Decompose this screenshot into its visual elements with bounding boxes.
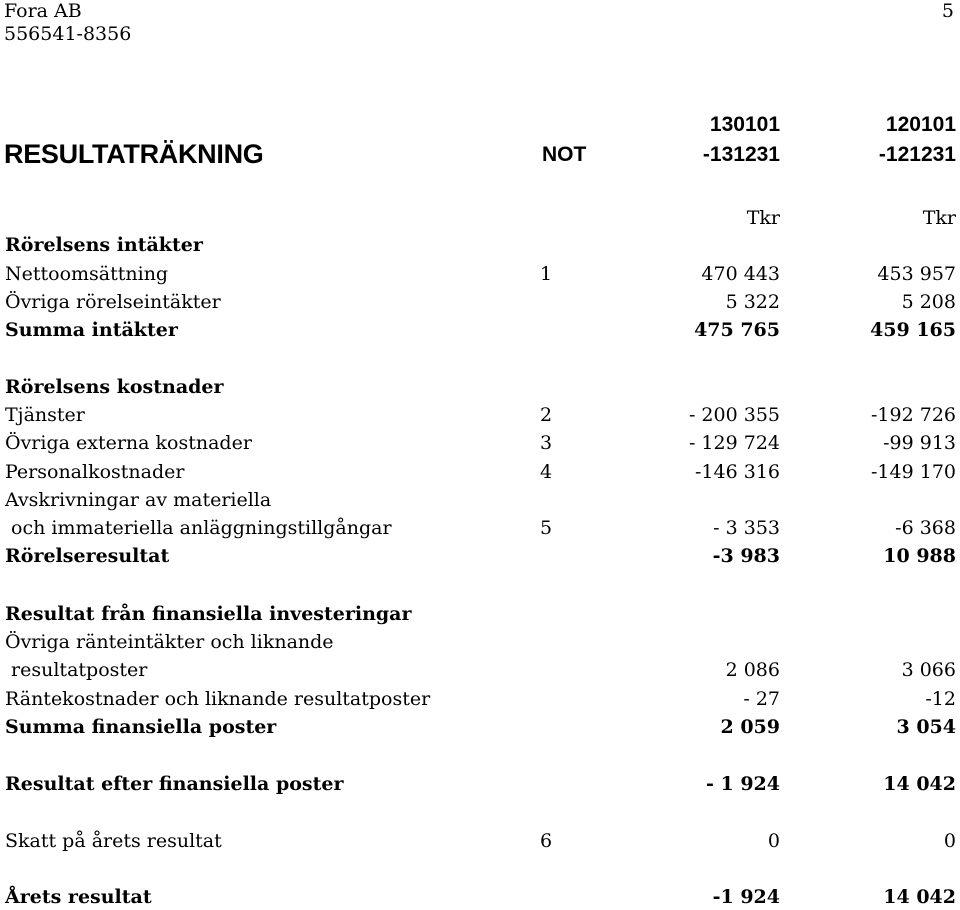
row-value-previous: -99 913 [883, 432, 956, 454]
row-value-current: -146 316 [695, 461, 780, 483]
row-operating-result [0, 543, 960, 569]
row-value-previous: -192 726 [871, 404, 956, 426]
period1-start: 130101 [709, 113, 780, 136]
row-net-result [0, 884, 960, 910]
row-result-after-financial [0, 771, 960, 797]
row-interest-income-line1 [0, 629, 960, 655]
row-total-financial [0, 714, 960, 740]
row-value-current: 475 765 [694, 319, 780, 341]
row-label: Summa finansiella poster [5, 716, 277, 738]
section-heading-operating-costs [0, 374, 960, 400]
row-value-current: 5 322 [725, 291, 780, 313]
row-value-previous: 3 054 [896, 716, 956, 738]
row-interest-expenses [0, 686, 960, 712]
org-number: 556541-8356 [4, 23, 132, 45]
row-value-current: 2 059 [720, 716, 780, 738]
row-note: 6 [540, 830, 553, 852]
row-label: Tjänster [5, 404, 85, 426]
period2-unit: Tkr [922, 207, 956, 229]
row-note: 1 [540, 263, 553, 285]
row-tax [0, 828, 960, 854]
row-net-sales [0, 261, 960, 287]
row-value-previous: 453 957 [877, 263, 956, 285]
row-label: Personalkostnader [5, 461, 185, 483]
row-other-external-costs [0, 430, 960, 456]
row-value-current: -1 924 [712, 886, 780, 908]
row-value-current: - 27 [743, 688, 780, 710]
row-value-current: 470 443 [701, 263, 780, 285]
period2-start: 120101 [885, 113, 956, 136]
row-label: Övriga externa kostnader [5, 432, 252, 454]
row-depreciation-line1 [0, 487, 960, 513]
period1-end: -131231 [702, 143, 780, 166]
row-label: Årets resultat [5, 886, 152, 908]
row-total-income [0, 317, 960, 343]
row-note: 5 [540, 517, 553, 539]
row-value-current: - 3 353 [713, 517, 780, 539]
row-value-previous: 14 042 [883, 773, 956, 795]
row-value-previous: -149 170 [871, 461, 956, 483]
row-label: Avskrivningar av materiella [5, 489, 272, 511]
row-note: 3 [540, 432, 553, 454]
row-label: Övriga ränteintäkter och liknande [5, 631, 334, 653]
row-label: Skatt på årets resultat [5, 830, 222, 852]
row-value-previous: 10 988 [883, 545, 956, 567]
row-value-previous: 5 208 [901, 291, 956, 313]
row-interest-income [0, 657, 960, 683]
row-note: 2 [540, 404, 553, 426]
row-label: Summa intäkter [5, 319, 178, 341]
row-other-operating-income [0, 289, 960, 315]
row-label: Räntekostnader och liknande resultatposter [5, 688, 431, 710]
row-label: Resultat efter finansiella poster [5, 773, 344, 795]
period1-unit: Tkr [746, 207, 780, 229]
period2-end: -121231 [878, 143, 956, 166]
row-label: Övriga rörelseintäkter [5, 291, 221, 313]
row-label: Rörelsens kostnader [5, 376, 224, 398]
row-note: 4 [540, 461, 553, 483]
row-value-current: - 200 355 [688, 404, 780, 426]
note-column-header: NOT [542, 143, 587, 166]
company-name: Fora AB [4, 0, 82, 22]
row-value-previous: 459 165 [870, 319, 956, 341]
row-value-current: - 1 924 [706, 773, 780, 795]
statement-title: RESULTATRÄKNING [4, 139, 264, 169]
section-heading-financial [0, 601, 960, 627]
row-label: Rörelsens intäkter [5, 234, 203, 256]
row-value-current: - 129 724 [688, 432, 780, 454]
section-heading-operating-income [0, 232, 960, 258]
row-value-current: -3 983 [712, 545, 780, 567]
row-value-current: 2 086 [725, 659, 780, 681]
row-label: Resultat från finansiella investeringar [5, 603, 412, 625]
row-value-previous: 0 [943, 830, 956, 852]
row-value-previous: -12 [925, 688, 956, 710]
row-value-previous: 3 066 [901, 659, 956, 681]
row-label: resultatposter [5, 659, 148, 681]
row-value-previous: 14 042 [883, 886, 956, 908]
row-services [0, 402, 960, 428]
row-label: Rörelseresultat [5, 545, 170, 567]
row-value-current: 0 [767, 830, 780, 852]
page-number: 5 [941, 0, 954, 22]
row-personnel-costs [0, 459, 960, 485]
row-label: och immateriella anläggningstillgångar [5, 517, 392, 539]
row-depreciation [0, 515, 960, 541]
row-value-previous: -6 368 [895, 517, 956, 539]
row-label: Nettoomsättning [5, 263, 169, 285]
